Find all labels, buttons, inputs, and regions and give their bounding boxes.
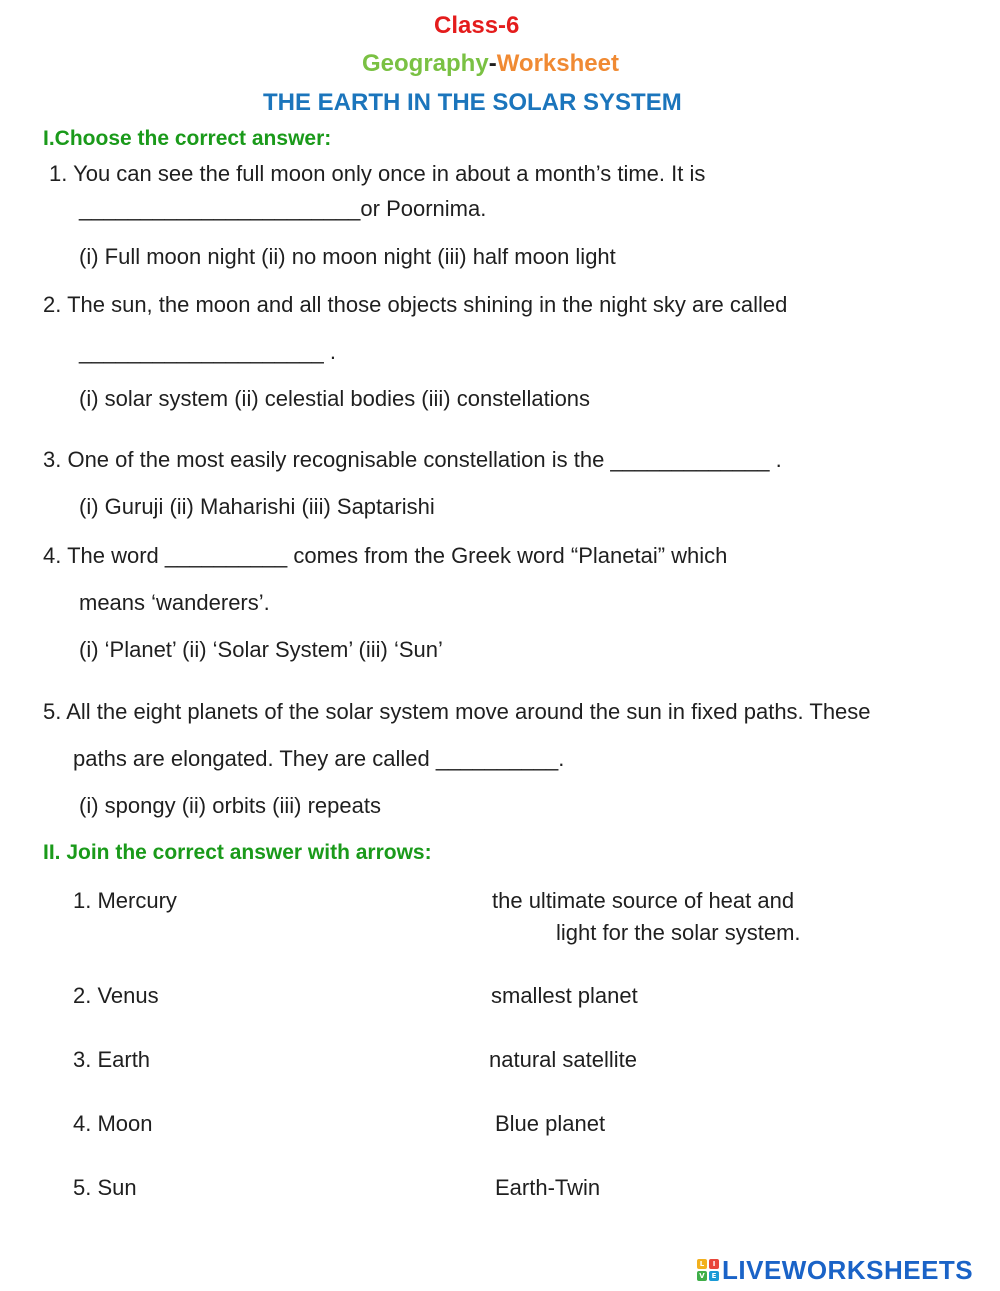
subject-label: Geography — [362, 50, 489, 77]
question-2-blank-line[interactable]: ____________________ . — [79, 339, 336, 364]
question-1-text: 1. You can see the full moon only once in about a month’s time. It is — [49, 161, 706, 186]
liveworksheets-logo[interactable] — [697, 1255, 973, 1285]
subtitle-dash: - — [488, 50, 497, 77]
worksheet-type-label: Worksheet — [496, 50, 619, 77]
question-3-options: (i) Guruji (ii) Maharishi (iii) Saptarishi — [79, 494, 435, 519]
question-1-options: (i) Full moon night (ii) no moon night (iii) half moon light — [79, 244, 616, 269]
match-left-item-1[interactable]: 1. Mercury — [73, 888, 177, 913]
match-right-item-4[interactable]: Blue planet — [495, 1111, 606, 1136]
worksheet-subtitle — [362, 49, 619, 79]
match-right-item-5[interactable]: Earth-Twin — [495, 1175, 601, 1200]
logo-block-e: E — [709, 1271, 719, 1281]
question-4-text-line2: means ‘wanderers’. — [79, 590, 270, 615]
section-1-heading: I.Choose the correct answer: — [43, 127, 332, 150]
question-5-text: 5. All the eight planets of the solar system move around the sun in fixed paths. These — [43, 699, 871, 724]
question-2-text: 2. The sun, the moon and all those objects shining in the night sky are called — [43, 292, 788, 317]
question-3-text[interactable]: 3. One of the most easily recognisable constellation is the _____________ . — [43, 447, 782, 472]
page-title: THE EARTH IN THE SOLAR SYSTEM — [263, 89, 682, 116]
logo-blocks-icon — [697, 1259, 719, 1281]
class-label: Class-6 — [434, 12, 520, 39]
question-4-text[interactable]: 4. The word __________ comes from the Greek word “Planetai” which — [43, 543, 728, 568]
match-right-item-1-line1[interactable]: the ultimate source of heat and — [492, 888, 795, 913]
match-left-item-5[interactable]: 5. Sun — [73, 1175, 137, 1200]
match-left-item-3[interactable]: 3. Earth — [73, 1047, 151, 1072]
logo-block-v: V — [697, 1271, 707, 1281]
section-2-heading: II. Join the correct answer with arrows: — [43, 841, 432, 864]
question-5-text-line2[interactable]: paths are elongated. They are called __________. — [73, 746, 565, 771]
question-2-options: (i) solar system (ii) celestial bodies (iii) constellations — [79, 386, 591, 411]
question-4-options: (i) ‘Planet’ (ii) ‘Solar System’ (iii) ‘Sun’ — [79, 637, 443, 662]
question-1-blank-line[interactable]: _______________________or Poornima. — [79, 196, 487, 221]
match-right-item-1-line2[interactable]: light for the solar system. — [556, 920, 801, 945]
logo-block-i: I — [709, 1259, 719, 1269]
logo-block-l: L — [697, 1259, 707, 1269]
match-right-item-2[interactable]: smallest planet — [491, 983, 638, 1008]
logo-text: LIVEWORKSHEETS — [722, 1254, 974, 1285]
match-left-item-4[interactable]: 4. Moon — [73, 1111, 153, 1136]
match-left-item-2[interactable]: 2. Venus — [73, 983, 159, 1008]
question-5-options: (i) spongy (ii) orbits (iii) repeats — [79, 793, 381, 818]
match-right-item-3[interactable]: natural satellite — [489, 1047, 637, 1072]
